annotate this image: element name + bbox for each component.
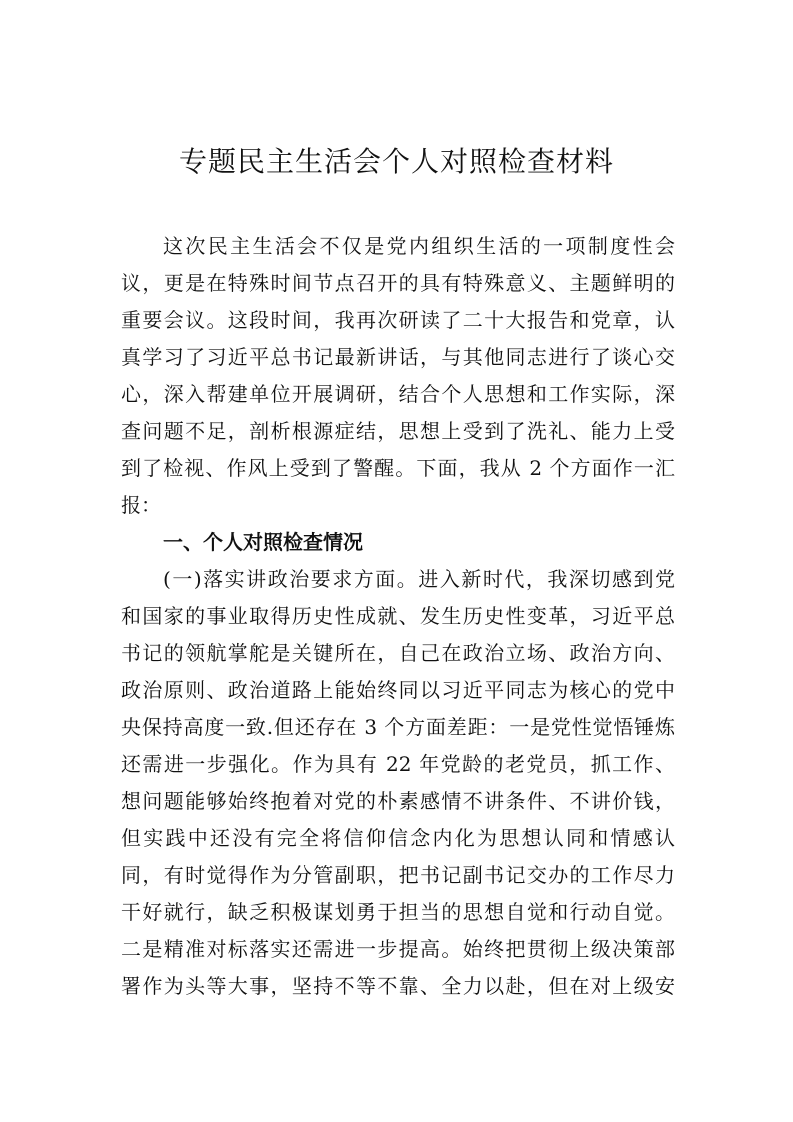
paragraph-1-line-8: 但实践中还没有完全将信仰信念内化为思想认同和情感认 <box>121 826 675 850</box>
paragraph-1-line-9: 同，有时觉得作为分管副职，把书记副书记交办的工作尽力 <box>121 863 675 887</box>
paragraph-1-line-1: (一)落实讲政治要求方面。进入新时代，我深切感到党 <box>163 567 675 591</box>
paragraph-intro-line-8: 报： <box>121 493 161 517</box>
paragraph-1-line-4: 政治原则、政治道路上能始终同以习近平同志为核心的党中 <box>121 678 675 702</box>
paragraph-1-line-12: 署作为头等大事，坚持不等不靠、全力以赴，但在对上级安 <box>121 974 675 998</box>
paragraph-1-line-11: 二是精准对标落实还需进一步提高。始终把贯彻上级决策部 <box>121 937 675 961</box>
paragraph-intro-line-7: 到了检视、作风上受到了警醒。下面，我从 2 个方面作一汇 <box>121 456 675 480</box>
paragraph-intro-line-6: 查问题不足，剖析根源症结，思想上受到了洗礼、能力上受 <box>121 419 675 443</box>
paragraph-intro-line-1: 这次民主生活会不仅是党内组织生活的一项制度性会 <box>163 234 675 258</box>
document-title: 专题民主生活会个人对照检查材料 <box>178 145 614 178</box>
paragraph-intro-line-5: 心，深入帮建单位开展调研，结合个人思想和工作实际，深 <box>121 382 675 406</box>
paragraph-intro-line-2: 议，更是在特殊时间节点召开的具有特殊意义、主题鲜明的 <box>121 271 675 295</box>
section-heading-1: 一、个人对照检查情况 <box>163 530 363 554</box>
paragraph-intro-line-3: 重要会议。这段时间，我再次研读了二十大报告和党章，认 <box>121 308 675 332</box>
paragraph-1-line-7: 想问题能够始终抱着对党的朴素感情不讲条件、不讲价钱， <box>121 789 675 813</box>
paragraph-1-line-3: 书记的领航掌舵是关键所在，自己在政治立场、政治方向、 <box>121 641 675 665</box>
paragraph-1-line-10: 干好就行，缺乏积极谋划勇于担当的思想自觉和行动自觉。 <box>121 900 675 924</box>
paragraph-1-line-5: 央保持高度一致.但还存在 3 个方面差距：一是党性觉悟锤炼 <box>121 715 675 739</box>
paragraph-intro-line-4: 真学习了习近平总书记最新讲话，与其他同志进行了谈心交 <box>121 345 675 369</box>
paragraph-1-line-2: 和国家的事业取得历史性成就、发生历史性变革，习近平总 <box>121 604 675 628</box>
document-body <box>121 228 675 1005</box>
paragraph-1-line-6: 还需进一步强化。作为具有 22 年党龄的老党员，抓工作、 <box>121 752 675 776</box>
